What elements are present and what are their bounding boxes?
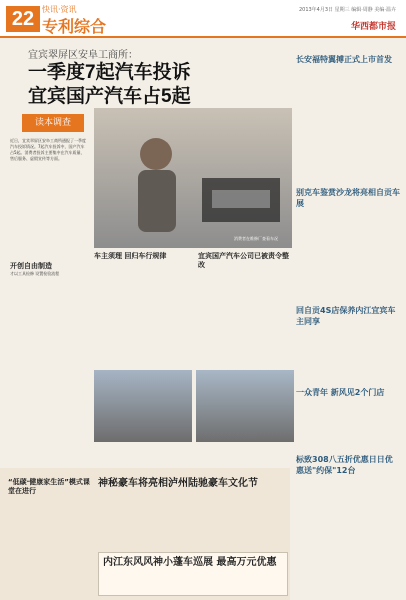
sidebar-title-3: 回自贡4S店保养内江宜宾车主同享 bbox=[296, 306, 396, 326]
lead-text: 近日，宜宾翠屏区安阜工商所通报了一季度汽车投诉情况。7起汽车投诉中，国产汽车占5起。消费者投诉主要集中在汽车质量、售后服务、虚假宣传等方面。 bbox=[10, 138, 86, 161]
sidebar-title-2: 别克车鉴赏沙龙将亮相自贡车展 bbox=[296, 188, 400, 208]
column-2-title: 车主须理 回归车行规律 bbox=[94, 252, 167, 260]
bottom-story-2 bbox=[98, 478, 286, 490]
bottom-title-2: 神秘豪车将亮相泸州陆驰豪车文化节 bbox=[98, 478, 258, 489]
sidebar-title-1: 长安福特翼搏正式上市首发 bbox=[296, 55, 392, 64]
bottom-title-1: “低碳·健康家生活”模式课堂在进行 bbox=[8, 478, 90, 495]
column-3 bbox=[198, 252, 294, 270]
issue-meta: 2013年4月3日 星期三 编辑·周静 美编·温卉 bbox=[298, 7, 396, 13]
photo-caption: 消费者在维修厂查看车况 bbox=[234, 236, 278, 241]
bottom-title-3: 内江东风风神小蓬车巡展 最高万元优惠 bbox=[103, 557, 277, 568]
car-photo-right bbox=[196, 370, 294, 442]
section-title: 专利综合 bbox=[42, 17, 107, 36]
sidebar bbox=[296, 54, 400, 476]
page-header bbox=[0, 0, 406, 38]
column-2 bbox=[94, 252, 194, 261]
car-photo-left bbox=[94, 370, 192, 442]
brand-logo: 华西都市报 bbox=[350, 22, 396, 32]
bottom-story-1 bbox=[8, 478, 92, 496]
sidebar-title-5: 标致308八五折优惠日日优惠送"约保"12台 bbox=[296, 455, 393, 475]
section-label: 快讯·资讯 bbox=[42, 5, 77, 14]
column-1-title: 开创自由制造 bbox=[10, 262, 52, 270]
column-1 bbox=[10, 262, 90, 277]
page-number: 22 bbox=[6, 6, 40, 32]
column-3-title: 宜宾国产汽车公司已被责令整改 bbox=[198, 252, 289, 269]
column-1-subtitle: 才以工具检修 设置检验流程 bbox=[10, 271, 60, 276]
headline-line-2: 宜宾国产汽车占5起 bbox=[28, 86, 191, 107]
lead-photo bbox=[94, 108, 292, 248]
headline-kicker: 宜宾翠屏区安阜工商所： bbox=[28, 50, 138, 61]
bottom-story-3 bbox=[98, 552, 288, 596]
bottom-band bbox=[0, 468, 290, 600]
section-tag: 读本调查 bbox=[22, 114, 84, 132]
header-rule bbox=[0, 36, 406, 38]
lead-headline bbox=[28, 46, 288, 109]
sidebar-title-4: 一众青年 新风见2个门店 bbox=[296, 388, 385, 397]
photo-illustration-icon bbox=[94, 108, 292, 248]
headline-line-1: 一季度7起汽车投诉 bbox=[28, 62, 191, 83]
